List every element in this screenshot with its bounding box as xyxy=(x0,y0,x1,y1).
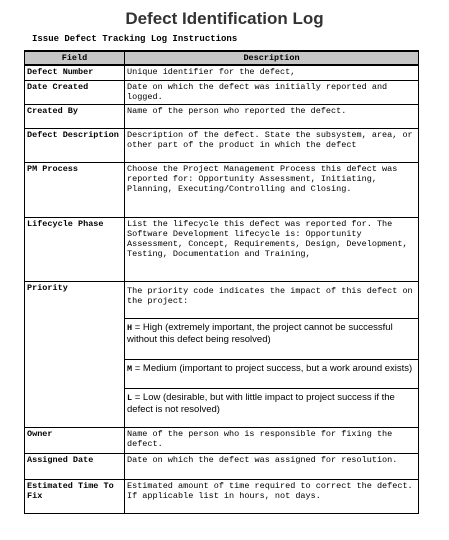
priority-text: = Low (desirable, but with little impact to project success if the defect is not resolved) xyxy=(127,391,395,415)
priority-key: H xyxy=(127,322,133,333)
field-label: Owner xyxy=(25,427,125,453)
field-description: Date on which the defect was initially reported and logged. xyxy=(125,80,419,104)
field-label: Lifecycle Phase xyxy=(25,217,125,281)
table-row xyxy=(25,65,419,80)
header-description: Description xyxy=(125,51,419,65)
field-description: Date on which the defect was assigned for resolution. xyxy=(125,453,419,479)
field-label: Estimated Time To Fix xyxy=(25,479,125,513)
table-row xyxy=(25,281,419,318)
priority-intro: The priority code indicates the impact of this defect on the project: xyxy=(125,281,419,318)
field-label: Assigned Date xyxy=(25,453,125,479)
table-header-row xyxy=(25,51,419,65)
table-row xyxy=(25,453,419,479)
table-row xyxy=(25,80,419,104)
description-text: List the lifecycle this defect was reported for. The Software Development lifecycle is: Opportunity Assessment, Concept, Requirements, Design, Development, Testing, Documentation and Training, xyxy=(127,218,408,259)
field-label: Date Created xyxy=(25,80,125,104)
field-description xyxy=(125,128,419,162)
priority-low xyxy=(125,388,419,427)
description-text: Unique identifier for the defect, xyxy=(127,67,296,77)
header-field: Field xyxy=(25,51,125,65)
field-label: Created By xyxy=(25,104,125,128)
description-text: Description of the defect. State the subsystem, area, or other part of the product in which the defect xyxy=(127,129,413,150)
field-description: Choose the Project Management Process this defect was reported for: Opportunity Assessment, Initiating, Planning, Executing/Controlling and Closing. xyxy=(125,162,419,217)
instructions-table xyxy=(24,50,419,514)
table-row xyxy=(25,104,419,128)
priority-text: = Medium (important to project success, but a work around exists) xyxy=(134,362,413,374)
page-subtitle: Issue Defect Tracking Log Instructions xyxy=(32,34,238,44)
page-title: Defect Identification Log xyxy=(125,9,324,28)
field-description xyxy=(125,217,419,281)
field-description: Name of the person who reported the defect. xyxy=(125,104,419,128)
priority-key: M xyxy=(127,363,133,374)
priority-key: L xyxy=(127,392,133,403)
field-label: Defect Number xyxy=(25,65,125,80)
table-row xyxy=(25,479,419,513)
field-description: Estimated amount of time required to correct the defect. If applicable list in hours, not days. xyxy=(125,479,419,513)
table-row xyxy=(25,427,419,453)
table-row xyxy=(25,128,419,162)
table-row xyxy=(25,217,419,281)
table-row xyxy=(25,162,419,217)
field-description: Name of the person who is responsible for fixing the defect. xyxy=(125,427,419,453)
priority-medium xyxy=(125,359,419,388)
field-label: PM Process xyxy=(25,162,125,217)
field-label: Defect Description xyxy=(25,128,125,162)
priority-high xyxy=(125,318,419,359)
field-label: Priority xyxy=(25,281,125,427)
priority-text: = High (extremely important, the project cannot be successful without this defect being resolved) xyxy=(127,321,393,345)
field-description xyxy=(125,65,419,80)
